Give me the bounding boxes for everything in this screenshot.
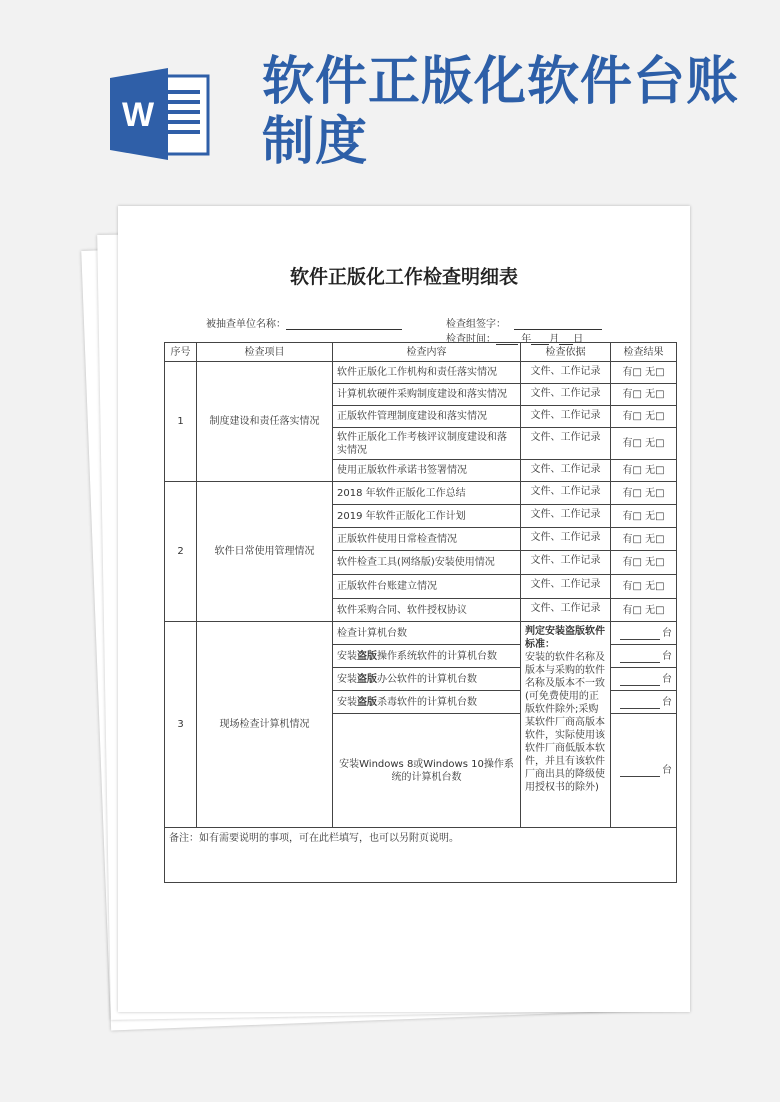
count-result bbox=[611, 622, 677, 645]
check-result: 有□ 无□ bbox=[611, 384, 677, 406]
check-basis: 文件、工作记录 bbox=[521, 428, 611, 460]
content-text: 操作系统软件的计算机台数 bbox=[377, 650, 497, 662]
check-result: 有□ 无□ bbox=[611, 505, 677, 528]
count-result bbox=[611, 691, 677, 714]
check-basis: 文件、工作记录 bbox=[521, 482, 611, 505]
check-basis: 文件、工作记录 bbox=[521, 460, 611, 482]
count-result bbox=[611, 668, 677, 691]
check-basis: 文件、工作记录 bbox=[521, 599, 611, 622]
count-blank bbox=[620, 629, 660, 640]
check-content bbox=[333, 622, 521, 645]
remark-row bbox=[165, 828, 677, 883]
year-text: 年 bbox=[521, 334, 532, 345]
group-number: 3 bbox=[165, 622, 197, 828]
check-content bbox=[333, 645, 521, 668]
day-text: 日 bbox=[573, 334, 584, 345]
word-logo-icon bbox=[110, 68, 210, 160]
unit-text: 台 bbox=[662, 673, 672, 685]
count-blank bbox=[620, 766, 660, 777]
check-content: 2019 年软件正版化工作计划 bbox=[333, 505, 521, 528]
check-basis: 文件、工作记录 bbox=[521, 551, 611, 575]
unit-name-label: 被抽查单位名称： bbox=[206, 319, 286, 330]
document-page bbox=[118, 206, 690, 1012]
unit-text: 台 bbox=[662, 650, 672, 662]
header-basis: 检查依据 bbox=[521, 343, 611, 362]
unit-text: 台 bbox=[662, 765, 672, 776]
check-content bbox=[333, 714, 521, 828]
check-content: 使用正版软件承诺书签署情况 bbox=[333, 460, 521, 482]
check-result: 有□ 无□ bbox=[611, 528, 677, 551]
check-time-label: 检查时间： bbox=[446, 334, 496, 345]
content-text: 安装 bbox=[337, 650, 357, 662]
hero-title: 软件正版化软件台账制度 bbox=[262, 52, 740, 172]
month-text: 月 bbox=[549, 334, 560, 345]
table-row bbox=[165, 362, 677, 384]
unit-name-field bbox=[206, 315, 402, 330]
content-bold-text: 盗版 bbox=[357, 650, 377, 662]
count-blank bbox=[620, 698, 660, 709]
content-text: 安装 bbox=[337, 673, 357, 685]
content-text: 安装 bbox=[337, 696, 357, 708]
group-number: 2 bbox=[165, 482, 197, 622]
check-result: 有□ 无□ bbox=[611, 428, 677, 460]
group-item: 现场检查计算机情况 bbox=[197, 622, 333, 828]
check-content: 正版软件台账建立情况 bbox=[333, 575, 521, 599]
check-result: 有□ 无□ bbox=[611, 406, 677, 428]
check-result: 有□ 无□ bbox=[611, 362, 677, 384]
content-bold-text: 盗版 bbox=[357, 673, 377, 685]
check-basis: 文件、工作记录 bbox=[521, 575, 611, 599]
group-number: 1 bbox=[165, 362, 197, 482]
count-result bbox=[611, 714, 677, 828]
header-item: 检查项目 bbox=[197, 343, 333, 362]
check-result: 有□ 无□ bbox=[611, 599, 677, 622]
unit-text: 台 bbox=[662, 627, 672, 639]
check-result: 有□ 无□ bbox=[611, 482, 677, 505]
content-text: 杀毒软件的计算机台数 bbox=[377, 696, 477, 708]
content-text: 办公软件的计算机台数 bbox=[377, 673, 477, 685]
content-bold-text: 盗版 bbox=[357, 696, 377, 708]
check-content: 计算机软硬件采购制度建设和落实情况 bbox=[333, 384, 521, 406]
check-basis: 文件、工作记录 bbox=[521, 528, 611, 551]
table-header-row bbox=[165, 343, 677, 362]
content-text: 安装Windows 8或Windows 10操作系统的计算机台数 bbox=[339, 758, 514, 783]
count-blank bbox=[620, 675, 660, 686]
check-content: 软件检查工具(网络版)安装使用情况 bbox=[333, 551, 521, 575]
svg-text:W: W bbox=[121, 96, 155, 134]
unit-name-blank bbox=[286, 319, 402, 330]
check-content: 软件正版化工作考核评议制度建设和落实情况 bbox=[333, 428, 521, 460]
check-basis: 文件、工作记录 bbox=[521, 362, 611, 384]
inspection-table bbox=[164, 342, 677, 883]
check-content: 正版软件使用日常检查情况 bbox=[333, 528, 521, 551]
check-content bbox=[333, 668, 521, 691]
check-result: 有□ 无□ bbox=[611, 575, 677, 599]
table-row bbox=[165, 482, 677, 505]
group-item: 软件日常使用管理情况 bbox=[197, 482, 333, 622]
check-content: 2018 年软件正版化工作总结 bbox=[333, 482, 521, 505]
header-no: 序号 bbox=[165, 343, 197, 362]
check-basis: 文件、工作记录 bbox=[521, 384, 611, 406]
piracy-standard-title: 判定安装盗版软件标准： bbox=[525, 626, 605, 650]
count-result bbox=[611, 645, 677, 668]
remark-text: 备注：如有需要说明的事项，可在此栏填写，也可以另附页说明。 bbox=[165, 828, 677, 883]
group-sign-blank bbox=[514, 319, 602, 330]
check-content: 软件正版化工作机构和责任落实情况 bbox=[333, 362, 521, 384]
content-text: 检查计算机台数 bbox=[337, 627, 407, 639]
header-content: 检查内容 bbox=[333, 343, 521, 362]
count-blank bbox=[620, 652, 660, 663]
table-row bbox=[165, 622, 677, 645]
check-result: 有□ 无□ bbox=[611, 460, 677, 482]
unit-text: 台 bbox=[662, 696, 672, 708]
check-content: 正版软件管理制度建设和落实情况 bbox=[333, 406, 521, 428]
check-content: 软件采购合同、软件授权协议 bbox=[333, 599, 521, 622]
check-basis: 文件、工作记录 bbox=[521, 505, 611, 528]
group-sign-field bbox=[446, 315, 602, 330]
group-sign-label: 检查组签字： bbox=[446, 319, 506, 330]
group-item: 制度建设和责任落实情况 bbox=[197, 362, 333, 482]
check-basis: 文件、工作记录 bbox=[521, 406, 611, 428]
piracy-standard bbox=[521, 622, 611, 828]
document-title: 软件正版化工作检查明细表 bbox=[289, 266, 518, 288]
check-result: 有□ 无□ bbox=[611, 551, 677, 575]
header-result: 检查结果 bbox=[611, 343, 677, 362]
check-content bbox=[333, 691, 521, 714]
piracy-standard-text: 安装的软件名称及版本与采购的软件名称及版本不一致(可免费使用的正版软件除外;采购某软件厂商高版本软件，实际使用该软件厂商低版本软件，并且有该软件厂商出具的降级使用授权书的除外) bbox=[525, 652, 605, 793]
